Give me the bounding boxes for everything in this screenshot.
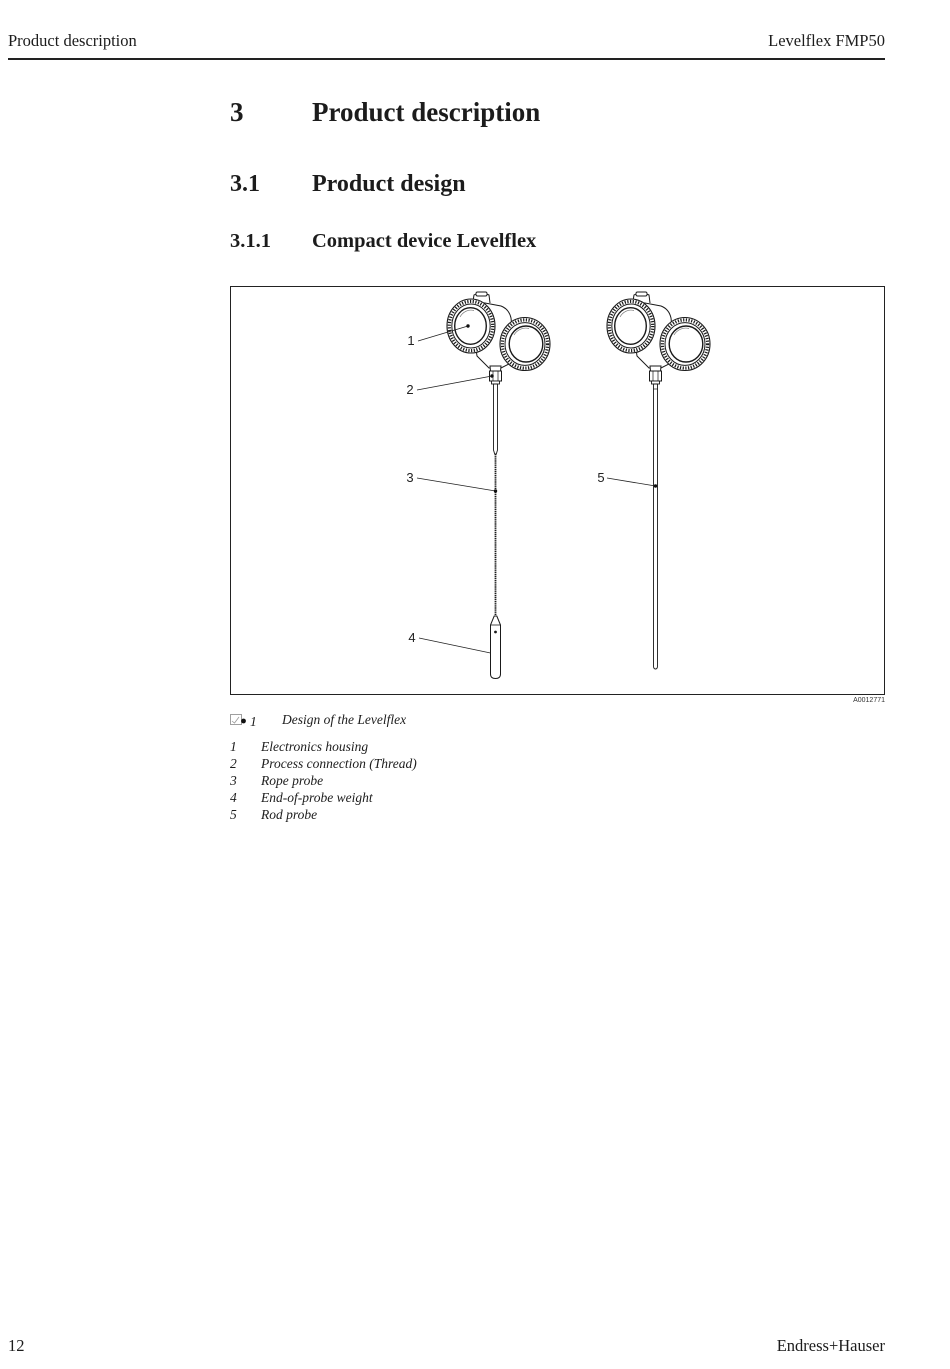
figure-icon (230, 714, 247, 726)
callout-label-2: 2 (406, 382, 414, 397)
end-of-probe-weight (491, 616, 501, 679)
legend-item (230, 789, 630, 806)
legend-text: End-of-probe weight (261, 790, 373, 805)
callout-leader-4 (419, 638, 491, 653)
subsection-title: Compact device Levelflex (312, 230, 537, 252)
section-number: 3.1 (230, 171, 260, 197)
rope-probe-tube (494, 384, 498, 454)
legend-number: 2 (230, 756, 237, 771)
figure-id: A0012771 (853, 697, 885, 704)
callout-label-1: 1 (407, 333, 415, 348)
figure-legend (230, 738, 630, 823)
chapter-number: 3 (230, 97, 244, 127)
callout-dot-5 (654, 484, 657, 487)
legend-item (230, 738, 630, 755)
callout-leader-5 (607, 478, 656, 486)
legend-number: 4 (230, 790, 237, 805)
header-section-title: Product description (8, 31, 137, 50)
header-product-name: Levelflex FMP50 (768, 31, 885, 50)
callout-label-4: 4 (408, 630, 416, 645)
legend-item (230, 772, 630, 789)
legend-text: Process connection (Thread) (261, 756, 417, 771)
legend-number: 1 (230, 739, 237, 754)
legend-number: 5 (230, 807, 237, 822)
subsection-number: 3.1.1 (230, 230, 271, 252)
figure-frame (230, 286, 885, 695)
callout-dot-3 (494, 489, 497, 492)
legend-item (230, 755, 630, 772)
callout-leader-3 (417, 478, 496, 491)
callout-leader-2 (417, 376, 492, 390)
callout-dot-1 (466, 324, 469, 327)
levelflex-design-drawing (231, 287, 884, 694)
caption-text: Design of the Levelflex (282, 712, 407, 727)
legend-number: 3 (230, 773, 237, 788)
legend-text: Rope probe (261, 773, 324, 788)
caption-number: 1 (250, 714, 257, 729)
callout-dot-2 (490, 374, 493, 377)
electronics-housing-rod-device (607, 292, 710, 384)
callouts (406, 324, 657, 653)
legend-item (230, 806, 630, 823)
legend-text: Electronics housing (261, 739, 369, 754)
footer-brand: Endress+Hauser (776, 1336, 885, 1355)
chapter-title: Product description (312, 97, 541, 127)
footer-page-number: 12 (8, 1336, 25, 1355)
rod-probe (654, 384, 658, 669)
callout-label-3: 3 (406, 470, 414, 485)
legend-text: Rod probe (261, 807, 318, 822)
electronics-housing-rope-device (447, 292, 550, 384)
callout-label-5: 5 (597, 470, 605, 485)
header-rule (8, 58, 885, 60)
section-title: Product design (312, 171, 466, 197)
